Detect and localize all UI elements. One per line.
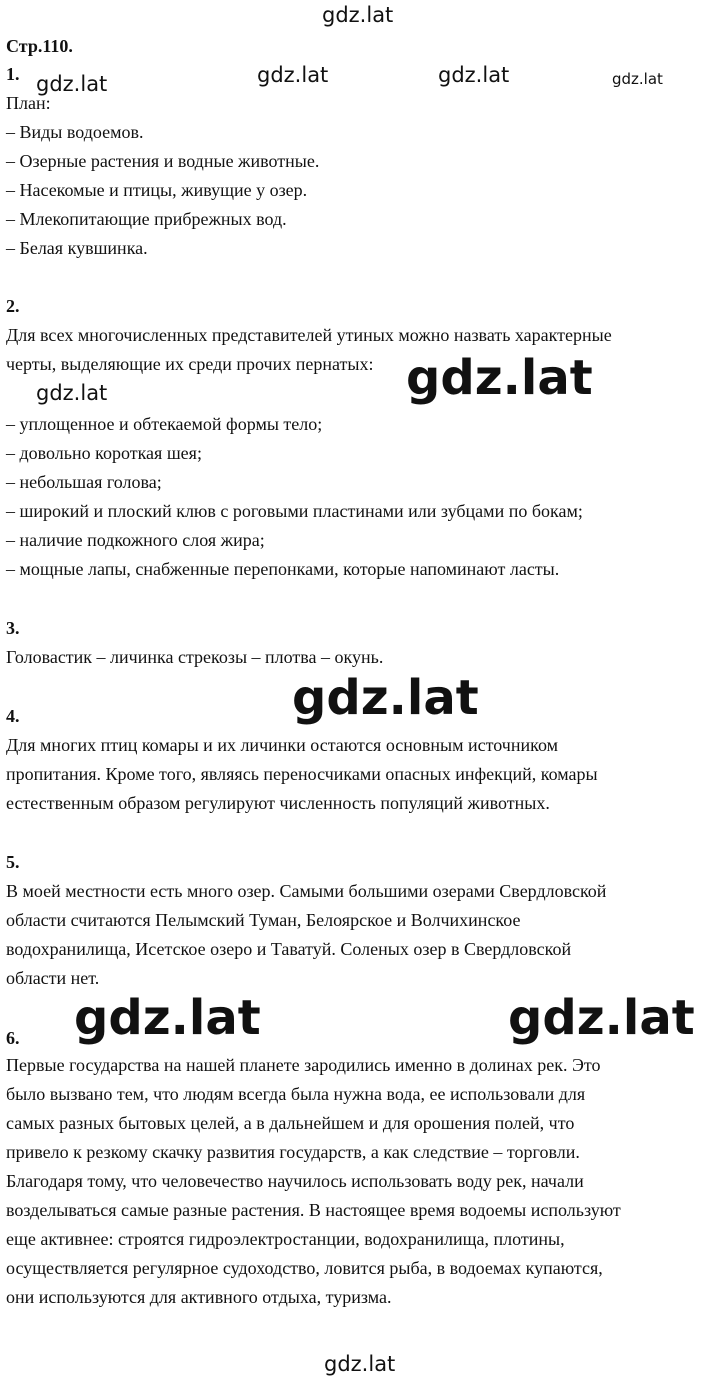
text-line: естественным образом регулируют численность популяций животных. xyxy=(6,793,550,813)
text-line: – небольшая голова; xyxy=(6,472,162,492)
section-number: 3. xyxy=(6,618,20,638)
text-line: черты, выделяющие их среди прочих пернатых: xyxy=(6,354,374,374)
text-line: В моей местности есть много озер. Самыми большими озерами Свердловской xyxy=(6,881,607,901)
text-line: – Озерные растения и водные животные. xyxy=(6,151,320,171)
text-line: Первые государства на нашей планете зародились именно в долинах рек. Это xyxy=(6,1055,601,1075)
page-heading: Стр.110. xyxy=(6,36,73,56)
text-line: еще активнее: строятся гидроэлектростанции, водохранилища, плотины, xyxy=(6,1229,565,1249)
watermark-bottom: gdz.lat xyxy=(324,1352,396,1376)
watermark: gdz.lat xyxy=(257,63,329,87)
text-line: – Насекомые и птицы, живущие у озер. xyxy=(6,180,308,200)
watermark: gdz.lat xyxy=(36,72,108,96)
section-number: 5. xyxy=(6,852,20,872)
section-number: 2. xyxy=(6,296,20,316)
text-line: План: xyxy=(6,93,51,113)
text-line: самых разных бытовых целей, а в дальнейшем и для орошения полей, что xyxy=(6,1113,575,1133)
text-line: – Млекопитающие прибрежных вод. xyxy=(6,209,287,229)
watermark-large: gdz.lat xyxy=(292,670,479,726)
watermark-top: gdz.lat xyxy=(322,3,394,27)
text-line: осуществляется регулярное судоходство, ловится рыба, в водоемах купаются, xyxy=(6,1258,603,1278)
text-line: – Белая кувшинка. xyxy=(6,238,148,258)
text-line: Для многих птиц комары и их личинки остаются основным источником xyxy=(6,735,559,755)
watermark: gdz.lat xyxy=(438,63,510,87)
text-line: Благодаря тому, что человечество научилось использовать воду рек, начали xyxy=(6,1171,584,1191)
section-number: 6. xyxy=(6,1028,20,1048)
text-line: – мощные лапы, снабженные перепонками, которые напоминают ласты. xyxy=(6,559,560,579)
text-line: водохранилища, Исетское озеро и Таватуй. Соленых озер в Свердловской xyxy=(6,939,572,959)
watermark-large: gdz.lat xyxy=(402,354,597,402)
text-line: – уплощенное и обтекаемой формы тело; xyxy=(6,414,323,434)
text-line: Для всех многочисленных представителей утиных можно назвать характерные xyxy=(6,325,612,345)
watermark: gdz.lat xyxy=(36,381,108,405)
text-line: привело к резкому скачку развития государств, а как следствие – торговли. xyxy=(6,1142,580,1162)
text-line: было вызвано тем, что людям всегда была нужна вода, ее использовали для xyxy=(6,1084,586,1104)
watermark-large: gdz.lat xyxy=(74,990,261,1046)
text-line: они используются для активного отдыха, туризма. xyxy=(6,1287,392,1307)
text-line: – Виды водоемов. xyxy=(6,122,144,142)
text-line: – наличие подкожного слоя жира; xyxy=(6,530,265,550)
text-line: – широкий и плоский клюв с роговыми пластинами или зубцами по бокам; xyxy=(6,501,583,521)
section-number: 4. xyxy=(6,706,20,726)
section-number: 1. xyxy=(6,64,20,84)
watermark-large: gdz.lat xyxy=(508,990,695,1046)
watermark: gdz.lat xyxy=(612,70,663,88)
text-line: Головастик – личинка стрекозы – плотва – окунь. xyxy=(6,647,384,667)
text-line: области нет. xyxy=(6,968,100,988)
text-line: возделываться самые разные растения. В настоящее время водоемы используют xyxy=(6,1200,621,1220)
text-line: области считаются Пелымский Туман, Белоярское и Волчихинское xyxy=(6,910,521,930)
text-line: пропитания. Кроме того, являясь переносчиками опасных инфекций, комары xyxy=(6,764,598,784)
text-line: – довольно короткая шея; xyxy=(6,443,202,463)
